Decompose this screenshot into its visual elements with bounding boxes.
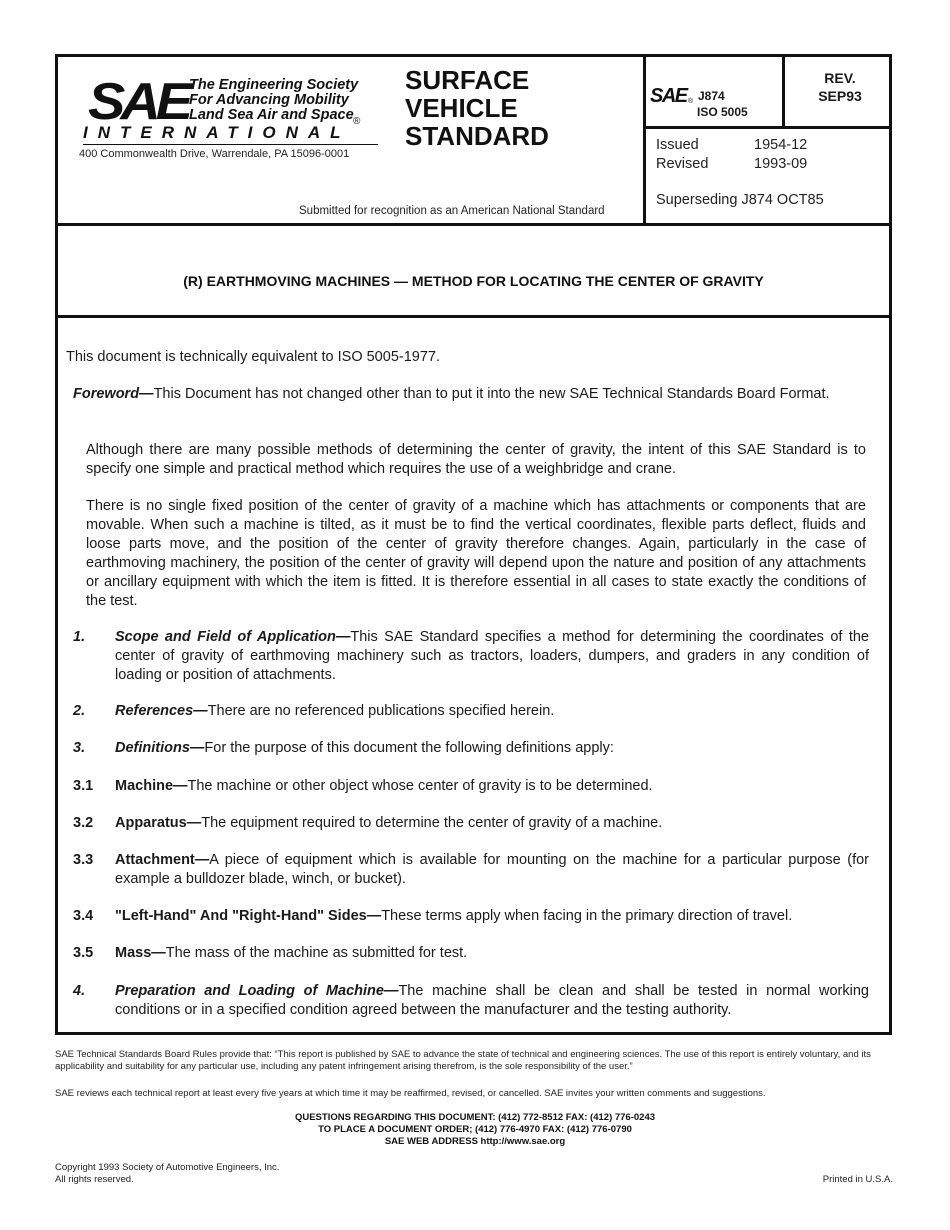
standard-number-box — [650, 85, 780, 125]
section-3-3 — [73, 851, 869, 889]
section-number: 1. — [73, 629, 86, 645]
section-3 — [73, 739, 869, 758]
section-heading: Scope and Field of Application— — [115, 629, 351, 645]
section-text: The equipment required to determine the center of gravity of a machine. — [201, 815, 663, 831]
section-heading: Preparation and Loading of Machine— — [115, 983, 399, 999]
document-title: (R) EARTHMOVING MACHINES — METHOD FOR LOCATING THE CENTER OF GRAVITY — [183, 273, 764, 289]
body-paragraph-2: There is no single fixed position of the center of gravity of a machine which has attachments or components that are movable. When such a machine is tilted, as it must be to find the vertical coordinates, flexible parts deflect, fluids and loose parts move, and the position of the center of gravity therefore changes. Again, particularly in the case of earthmoving machinery, the position of the center of gravity will depend upon the nature and position of any attachments or ancillary equipment with which the item is fitted. It is therefore essential in all cases to state exactly the conditions of the test. — [86, 498, 866, 609]
section-text: There are no referenced publications specified herein. — [207, 703, 555, 719]
footer-order: TO PLACE A DOCUMENT ORDER; (412) 776-4970 FAX: (412) 776-0790 — [318, 1124, 632, 1135]
international-wordmark: INTERNATIONAL — [83, 123, 351, 142]
footer-rules: SAE Technical Standards Board Rules provide that: “This report is published by SAE to advance the state of technical and engineering sciences. The use of this report is entirely voluntary, and its applicability and suitability for any particular use, including any patent infringement arising therefrom, is the sole responsibility of the user.” — [55, 1049, 871, 1072]
copyright-line: Copyright 1993 Society of Automotive Engineers, Inc. — [55, 1162, 280, 1173]
rev-label: REV. — [824, 70, 856, 86]
body-paragraph-1: Although there are many possible methods of determining the center of gravity, the intent of this SAE Standard is to specify one simple and practical method which requires the use of a weighbridge and crane. — [86, 442, 866, 477]
section-3-5 — [73, 944, 869, 963]
section-text: The machine or other object whose center of gravity is to be determined. — [187, 778, 653, 794]
issued-label: Issued — [656, 137, 699, 153]
section-number: 4. — [73, 983, 86, 999]
section-4 — [73, 982, 869, 1020]
section-number: 3.4 — [73, 908, 94, 924]
revised-value: 1993-09 — [754, 156, 808, 172]
foreword-label: Foreword— — [73, 386, 154, 402]
header-vertical-divider — [643, 57, 646, 226]
standard-box-divider — [643, 126, 889, 129]
issue-dates — [656, 136, 807, 174]
section-3-1 — [73, 777, 869, 796]
section-text: A piece of equipment which is available for mounting on the machine for a particular purpose (for example a bulldozer blade, winch, or bucket). — [115, 852, 869, 887]
section-number: 3.5 — [73, 945, 94, 961]
submitted-note: Submitted for recognition as an American National Standard — [299, 205, 605, 217]
sae-mini-logo: SAE — [650, 85, 687, 107]
section-text: These terms apply when facing in the primary direction of travel. — [381, 908, 793, 924]
section-heading: Definitions— — [115, 740, 205, 756]
section-3-4 — [73, 907, 869, 926]
superseding-note: Superseding J874 OCT85 — [656, 192, 824, 208]
standard-number: J874 — [698, 89, 725, 103]
sae-tagline: The Engineering Society For Advancing Mobility Land Sea Air and Space — [189, 77, 359, 123]
footer-questions: QUESTIONS REGARDING THIS DOCUMENT: (412) 772-8512 FAX: (412) 776-0243 — [294, 1112, 656, 1123]
printed-note: Printed in U.S.A. — [822, 1174, 893, 1185]
section-heading: "Left-Hand" And "Right-Hand" Sides— — [115, 908, 382, 924]
mini-registered-mark: ® — [688, 98, 694, 105]
footer-review: SAE reviews each technical report at least every five years at which time it may be reaffirmed, revised, or cancelled. SAE invites your written comments and suggestions. — [55, 1088, 766, 1099]
wordmark-rule — [83, 144, 378, 145]
section-text: For the purpose of this document the following definitions apply: — [204, 740, 614, 756]
section-text: The mass of the machine as submitted for test. — [165, 945, 468, 961]
section-number: 2. — [73, 703, 86, 719]
revised-label: Revised — [656, 156, 709, 172]
section-3-2 — [73, 814, 869, 833]
revision-box — [785, 69, 895, 105]
section-number: 3.2 — [73, 815, 94, 831]
section-number: 3. — [73, 740, 86, 756]
foreword-text: This Document has not changed other than to put it into the new SAE Technical Standards Board Format. — [153, 386, 830, 402]
foreword-paragraph — [73, 385, 866, 404]
footer-web-address[interactable]: SAE WEB ADDRESS http://www.sae.org — [384, 1136, 566, 1147]
section-heading: Attachment— — [115, 852, 210, 868]
iso-number: ISO 5005 — [697, 105, 748, 119]
document-type: SURFACE VEHICLE STANDARD — [405, 65, 549, 151]
sae-address: 400 Commonwealth Drive, Warrendale, PA 15096-0001 — [79, 148, 350, 160]
section-heading: Machine— — [115, 778, 188, 794]
section-1 — [73, 628, 869, 685]
footer-contact — [55, 1112, 895, 1148]
rights-line: All rights reserved. — [55, 1174, 134, 1185]
issued-value: 1954-12 — [754, 137, 808, 153]
section-heading: References— — [115, 703, 208, 719]
rev-date: SEP93 — [818, 88, 862, 104]
section-number: 3.3 — [73, 852, 94, 868]
intro-paragraph: This document is technically equivalent to ISO 5005-1977. — [66, 349, 440, 365]
section-2 — [73, 702, 869, 721]
section-number: 3.1 — [73, 778, 94, 794]
sae-logo-mark: SAE — [88, 72, 189, 131]
header-divider — [58, 223, 889, 226]
section-text: The machine shall be clean and shall be tested in normal working conditions or in a specified condition agreed between the manufacturer and the testing authority. — [115, 983, 869, 1018]
document-frame — [55, 54, 892, 1035]
registered-mark: ® — [353, 116, 361, 127]
section-heading: Apparatus— — [115, 815, 202, 831]
sae-logo — [83, 72, 388, 144]
section-heading: Mass— — [115, 945, 166, 961]
title-divider — [58, 315, 889, 318]
section-text: This SAE Standard specifies a method for determining the coordinates of the center of gravity of earthmoving machinery such as tractors, loaders, dumpers, and graders in any condition of loading or position of attachments. — [115, 629, 869, 683]
